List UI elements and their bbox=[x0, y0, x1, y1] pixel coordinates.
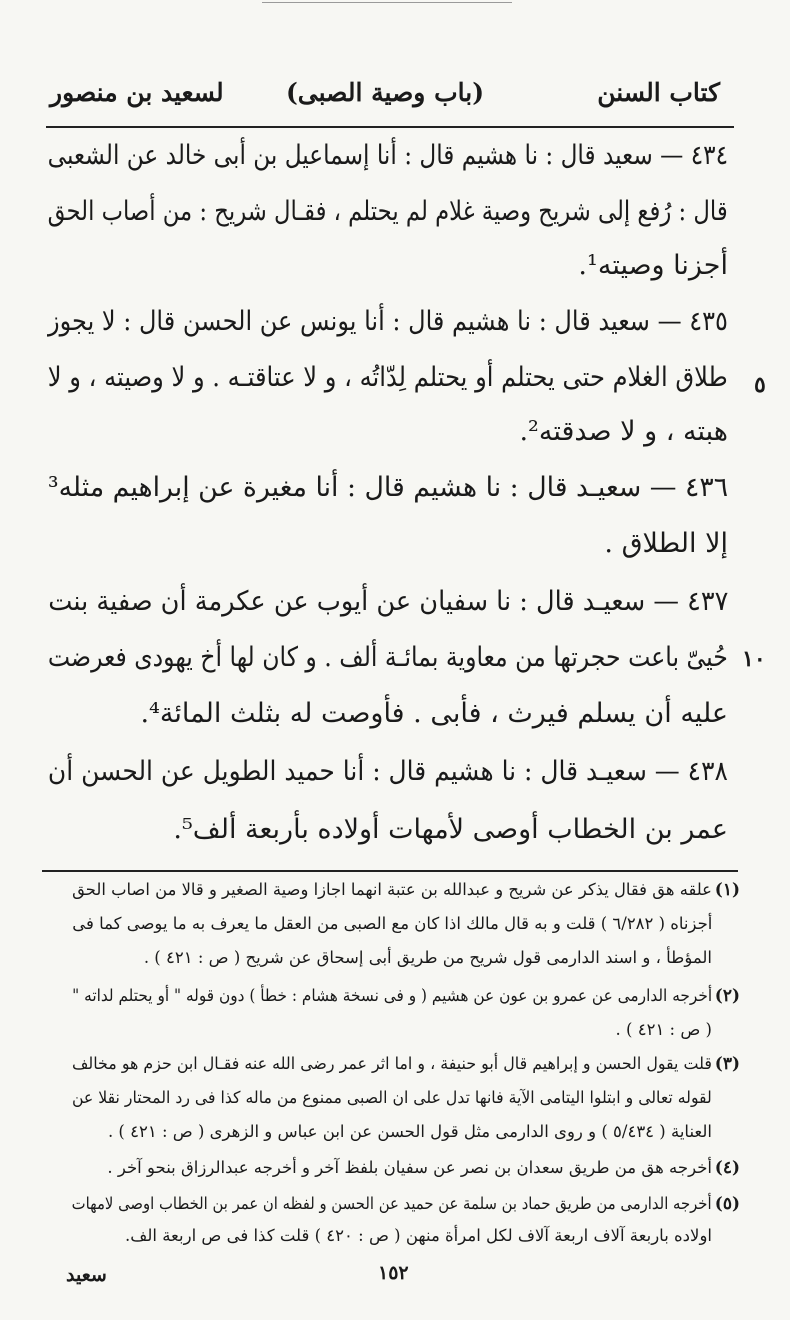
footnote-line: علقه هق فقال يذكر عن شريح و عبدالله بن عتبة انهما اجازا وصية الصغير و قالا من اصاب الحق bbox=[72, 880, 712, 899]
book-title: كتاب السنن bbox=[597, 78, 720, 107]
footnote-number: (٤) bbox=[714, 1158, 740, 1178]
margin-line-number: ١٠ bbox=[742, 646, 766, 672]
text-line: ٤٣٥ — سعيد قال : نا هشيم قال : أنا يونس عن الحسن قال : لا يجوز bbox=[48, 306, 728, 337]
footnote-line: أجزناه ( ٦/٢٨٢ ) قلت و به قال مالك اذا كان مع الصبى من العقل ما يعرف به ما يوصى كما فى bbox=[71, 914, 712, 933]
footnote-line: أخرجه هق من طريق سعدان بن نصر عن سفيان بلفظ آخر و أخرجه عبدالرزاق بنحو آخر . bbox=[107, 1158, 712, 1177]
chapter-title: (باب وصية الصبى) bbox=[285, 78, 485, 107]
text-line: طلاق الغلام حتى يحتلم أو يحتلم لِدّاتُه ، و لا عتاقتـه . و لا وصيته ، و لا bbox=[47, 362, 728, 393]
text-line: عليه أن يسلم فيرث ، فأبى . فأوصت له بثلث المائة⁴. bbox=[140, 698, 728, 729]
footnote-line: قلت يقول الحسن و إبراهيم قال أبو حنيفة ، و اما اثر عمر رضى الله عنه فقـال ابن حزم هو مخالف bbox=[72, 1054, 712, 1073]
text-line: قال : رُفع إلى شريح وصية غلام لم يحتلم ، فقـال شريح : من أصاب الحق bbox=[47, 196, 728, 227]
footnote-line: أخرجه الدارمى عن عمرو بن عون عن هشيم ( و فى نسخة هشام : خطأ ) دون قوله " أو يحتلم لداته " bbox=[72, 986, 712, 1005]
text-line: ٤٣٧ — سعيـد قال : نا سفيان عن أيوب عن عكرمة أن صفية بنت bbox=[47, 586, 728, 617]
top-rule bbox=[262, 2, 512, 3]
text-line: هبته ، و لا صدقته². bbox=[519, 416, 728, 447]
page-number: ١٥٢ bbox=[378, 1262, 409, 1284]
footnote-number: (٣) bbox=[714, 1054, 740, 1074]
footnote-line: اولاده باربعة آلاف اربعة آلاف لكل امرأة منهن ( ص : ٤٢٠ ) قلت كذا فى ص اربعة الف. bbox=[125, 1226, 712, 1245]
text-line: حُيىّ باعت حجرتها من معاوية بمائـة ألف . و كان لها أخ يهودى فعرضت bbox=[48, 642, 728, 673]
author-name: لسعيد بن منصور bbox=[50, 78, 224, 107]
footnote-line: العناية ( ٥/٤٣٤ ) و روى الدارمى مثل قول الحسن عن ابن عباس و الزهرى ( ص : ٤٢١ ) . bbox=[107, 1122, 712, 1141]
text-line: ٤٣٦ — سعيـد قال : نا هشيم قال : أنا مغيرة عن إبراهيم مثله³ bbox=[47, 472, 728, 503]
margin-line-number: ٥ bbox=[754, 372, 766, 398]
text-line: أجزنا وصيته¹. bbox=[578, 250, 728, 281]
text-line: إلا الطلاق . bbox=[604, 528, 728, 559]
footnote-line: أخرجه الدارمى من طريق حماد بن سلمة عن حميد عن الحسن و لفظه ان عمر بن الخطاب اوصى لامهات bbox=[72, 1194, 712, 1213]
header-rule bbox=[46, 126, 734, 128]
footnote-line: المؤطأ ، و اسند الدارمى قول شريح من طريق أبى إسحاق عن شريح ( ص : ٤٢١ ) . bbox=[143, 948, 712, 967]
text-line: ٤٣٨ — سعيـد قال : نا هشيم قال : أنا حميد الطويل عن الحسن أن bbox=[48, 756, 728, 787]
footnote-line: لقوله تعالى و ابتلوا اليتامى الآية فانها تدل على ان الصبى ممنوع من ماله كذا فى رد المحتار نقلا عن bbox=[72, 1088, 712, 1107]
text-line: عمر بن الخطاب أوصى لأمهات أولاده بأربعة ألف⁵. bbox=[173, 814, 728, 845]
footnote-number: (١) bbox=[714, 880, 740, 900]
footnote-number: (٥) bbox=[714, 1194, 740, 1214]
footnote-line: ( ص : ٤٢١ ) . bbox=[615, 1020, 712, 1039]
footnote-number: (٢) bbox=[714, 986, 740, 1006]
running-header bbox=[50, 78, 720, 118]
footnote-rule bbox=[42, 870, 738, 872]
signature-mark: سعيد bbox=[66, 1264, 107, 1286]
text-line: ٤٣٤ — سعيد قال : نا هشيم قال : أنا إسماعيل بن أبى خالد عن الشعبى bbox=[47, 140, 728, 171]
